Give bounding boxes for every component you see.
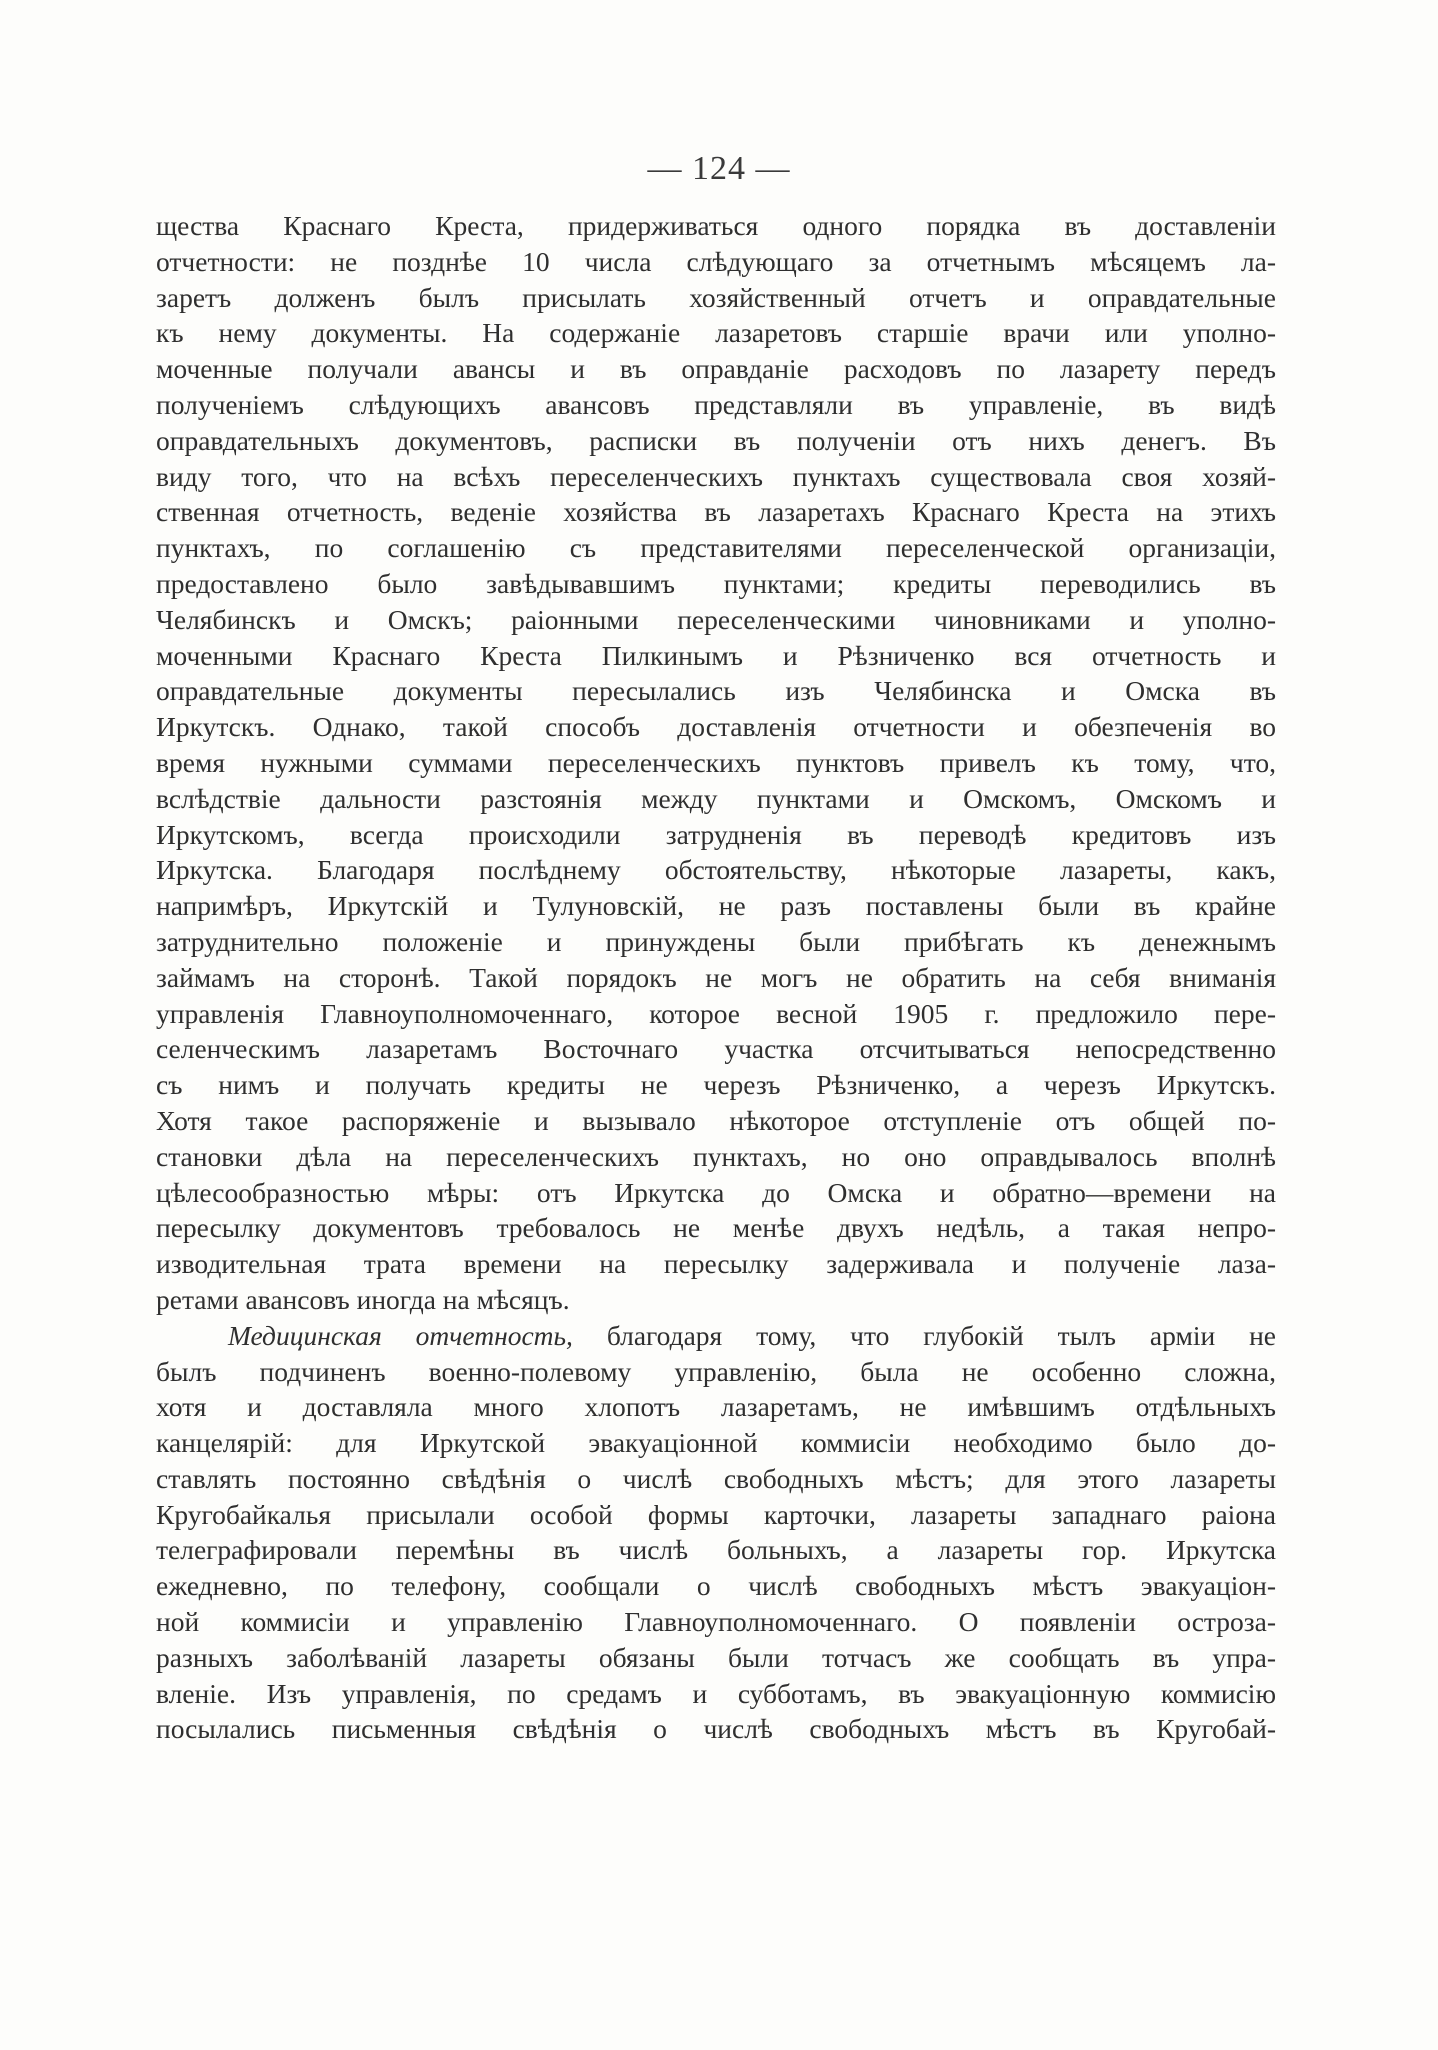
paragraph-2 bbox=[156, 1318, 1276, 1748]
text-line: телеграфировали перемѣны въ числѣ больныхъ, а лазареты гор. Иркутска bbox=[156, 1534, 1276, 1566]
text-line: управленія Главноуполномоченнаго, которое весной 1905 г. предложило пере- bbox=[156, 997, 1276, 1029]
text-line: оправдательныхъ документовъ, расписки въ полученіи отъ нихъ денегъ. Въ bbox=[156, 424, 1276, 456]
text-line: моченные получали авансы и въ оправданіе расходовъ по лазарету передъ bbox=[156, 353, 1276, 385]
text-line: канцелярій: для Иркутской эвакуаціонной коммисіи необходимо было до- bbox=[156, 1427, 1276, 1459]
text-line: ной коммисіи и управленію Главноуполномоченнаго. О появленіи остроза- bbox=[156, 1606, 1276, 1638]
text-line: къ нему документы. На содержаніе лазаретовъ старшіе врачи или уполно- bbox=[156, 317, 1276, 349]
text-line: ственная отчетность, веденіе хозяйства въ лазаретахъ Краснаго Креста на этихъ bbox=[156, 496, 1276, 528]
first-line-rest: благодаря тому, что глубокій тылъ арміи не bbox=[572, 1319, 1276, 1351]
body-text bbox=[156, 208, 1276, 1747]
text-line bbox=[156, 1318, 1276, 1354]
text-line: Кругобайкалья присылали особой формы карточки, лазареты западнаго раіона bbox=[156, 1498, 1276, 1530]
text-line: пунктахъ, по соглашенію съ представителями переселенческой организаціи, bbox=[156, 532, 1276, 564]
text-line: былъ подчиненъ военно-полевому управленію, была не особенно сложна, bbox=[156, 1355, 1276, 1387]
text-line: съ нимъ и получать кредиты не черезъ Рѣзниченко, а черезъ Иркутскъ. bbox=[156, 1069, 1276, 1101]
text-line: моченными Краснаго Креста Пилкинымъ и Рѣзниченко вся отчетность и bbox=[156, 639, 1276, 671]
italic-lead: Медицинская отчетность, bbox=[228, 1319, 573, 1351]
text-line: оправдательные документы пересылались изъ Челябинска и Омска въ bbox=[156, 675, 1276, 707]
text-line: посылались письменныя свѣдѣнія о числѣ свободныхъ мѣстъ въ Кругобай- bbox=[156, 1713, 1276, 1745]
text-line: изводительная трата времени на пересылку задерживала и полученіе лаза- bbox=[156, 1248, 1276, 1280]
paragraph-1 bbox=[156, 208, 1276, 1318]
text-line: Иркутскомъ, всегда происходили затрудненія въ переводѣ кредитовъ изъ bbox=[156, 818, 1276, 850]
text-line: виду того, что на всѣхъ переселенческихъ пунктахъ существовала своя хозяй- bbox=[156, 460, 1276, 492]
text-line: щества Краснаго Креста, придерживаться одного порядка въ доставленіи bbox=[156, 210, 1276, 241]
text-line: цѣлесообразностью мѣры: отъ Иркутска до Омска и обратно—времени на bbox=[156, 1176, 1276, 1208]
text-line: ежедневно, по телефону, сообщали о числѣ свободныхъ мѣстъ эвакуаціон- bbox=[156, 1570, 1276, 1602]
text-line: предоставлено было завѣдывавшимъ пунктами; кредиты переводились въ bbox=[156, 567, 1276, 599]
text-line: селенческимъ лазаретамъ Восточнаго участка отсчитываться непосредственно bbox=[156, 1033, 1276, 1065]
text-line: напримѣръ, Иркутскій и Тулуновскій, не разъ поставлены были въ крайне bbox=[156, 890, 1276, 922]
text-line: затруднительно положеніе и принуждены были прибѣгать къ денежнымъ bbox=[156, 925, 1276, 957]
text-line: время нужными суммами переселенческихъ пунктовъ привелъ къ тому, что, bbox=[156, 746, 1276, 778]
text-line: Иркутска. Благодаря послѣднему обстоятельству, нѣкоторые лазареты, какъ, bbox=[156, 854, 1276, 886]
text-line: заретъ долженъ былъ присылать хозяйственный отчетъ и оправдательные bbox=[156, 281, 1276, 313]
text-line: хотя и доставляла много хлопотъ лазаретамъ, не имѣвшимъ отдѣльныхъ bbox=[156, 1391, 1276, 1423]
text-line: вленіе. Изъ управленія, по средамъ и субботамъ, въ эвакуаціонную коммисію bbox=[156, 1677, 1276, 1709]
text-line: Хотя такое распоряженіе и вызывало нѣкоторое отступленіе отъ общей по- bbox=[156, 1104, 1276, 1136]
text-line: пересылку документовъ требовалось не менѣе двухъ недѣль, а такая непро- bbox=[156, 1212, 1276, 1244]
text-line: полученіемъ слѣдующихъ авансовъ представляли въ управленіе, въ видѣ bbox=[156, 388, 1276, 420]
text-line: ретами авансовъ иногда на мѣсяцъ. bbox=[156, 1283, 570, 1315]
text-line: ставлять постоянно свѣдѣнія о числѣ свободныхъ мѣстъ; для этого лазареты bbox=[156, 1462, 1276, 1494]
text-line: отчетности: не позднѣе 10 числа слѣдующаго за отчетнымъ мѣсяцемъ ла- bbox=[156, 245, 1276, 277]
text-line: Иркутскъ. Однако, такой способъ доставленія отчетности и обезпеченія во bbox=[156, 711, 1276, 743]
text-line: вслѣдствіе дальности разстоянія между пунктами и Омскомъ, Омскомъ и bbox=[156, 782, 1276, 814]
page-number: — 124 — bbox=[647, 150, 791, 187]
text-line: займамъ на сторонѣ. Такой порядокъ не могъ не обратить на себя вниманія bbox=[156, 961, 1276, 993]
text-line: Челябинскъ и Омскъ; раіонными переселенческими чиновниками и уполно- bbox=[156, 603, 1276, 635]
text-line: разныхъ заболѣваній лазареты обязаны были тотчасъ же сообщать въ упра- bbox=[156, 1641, 1276, 1673]
text-line: становки дѣла на переселенческихъ пунктахъ, но оно оправдывалось вполнѣ bbox=[156, 1140, 1276, 1172]
